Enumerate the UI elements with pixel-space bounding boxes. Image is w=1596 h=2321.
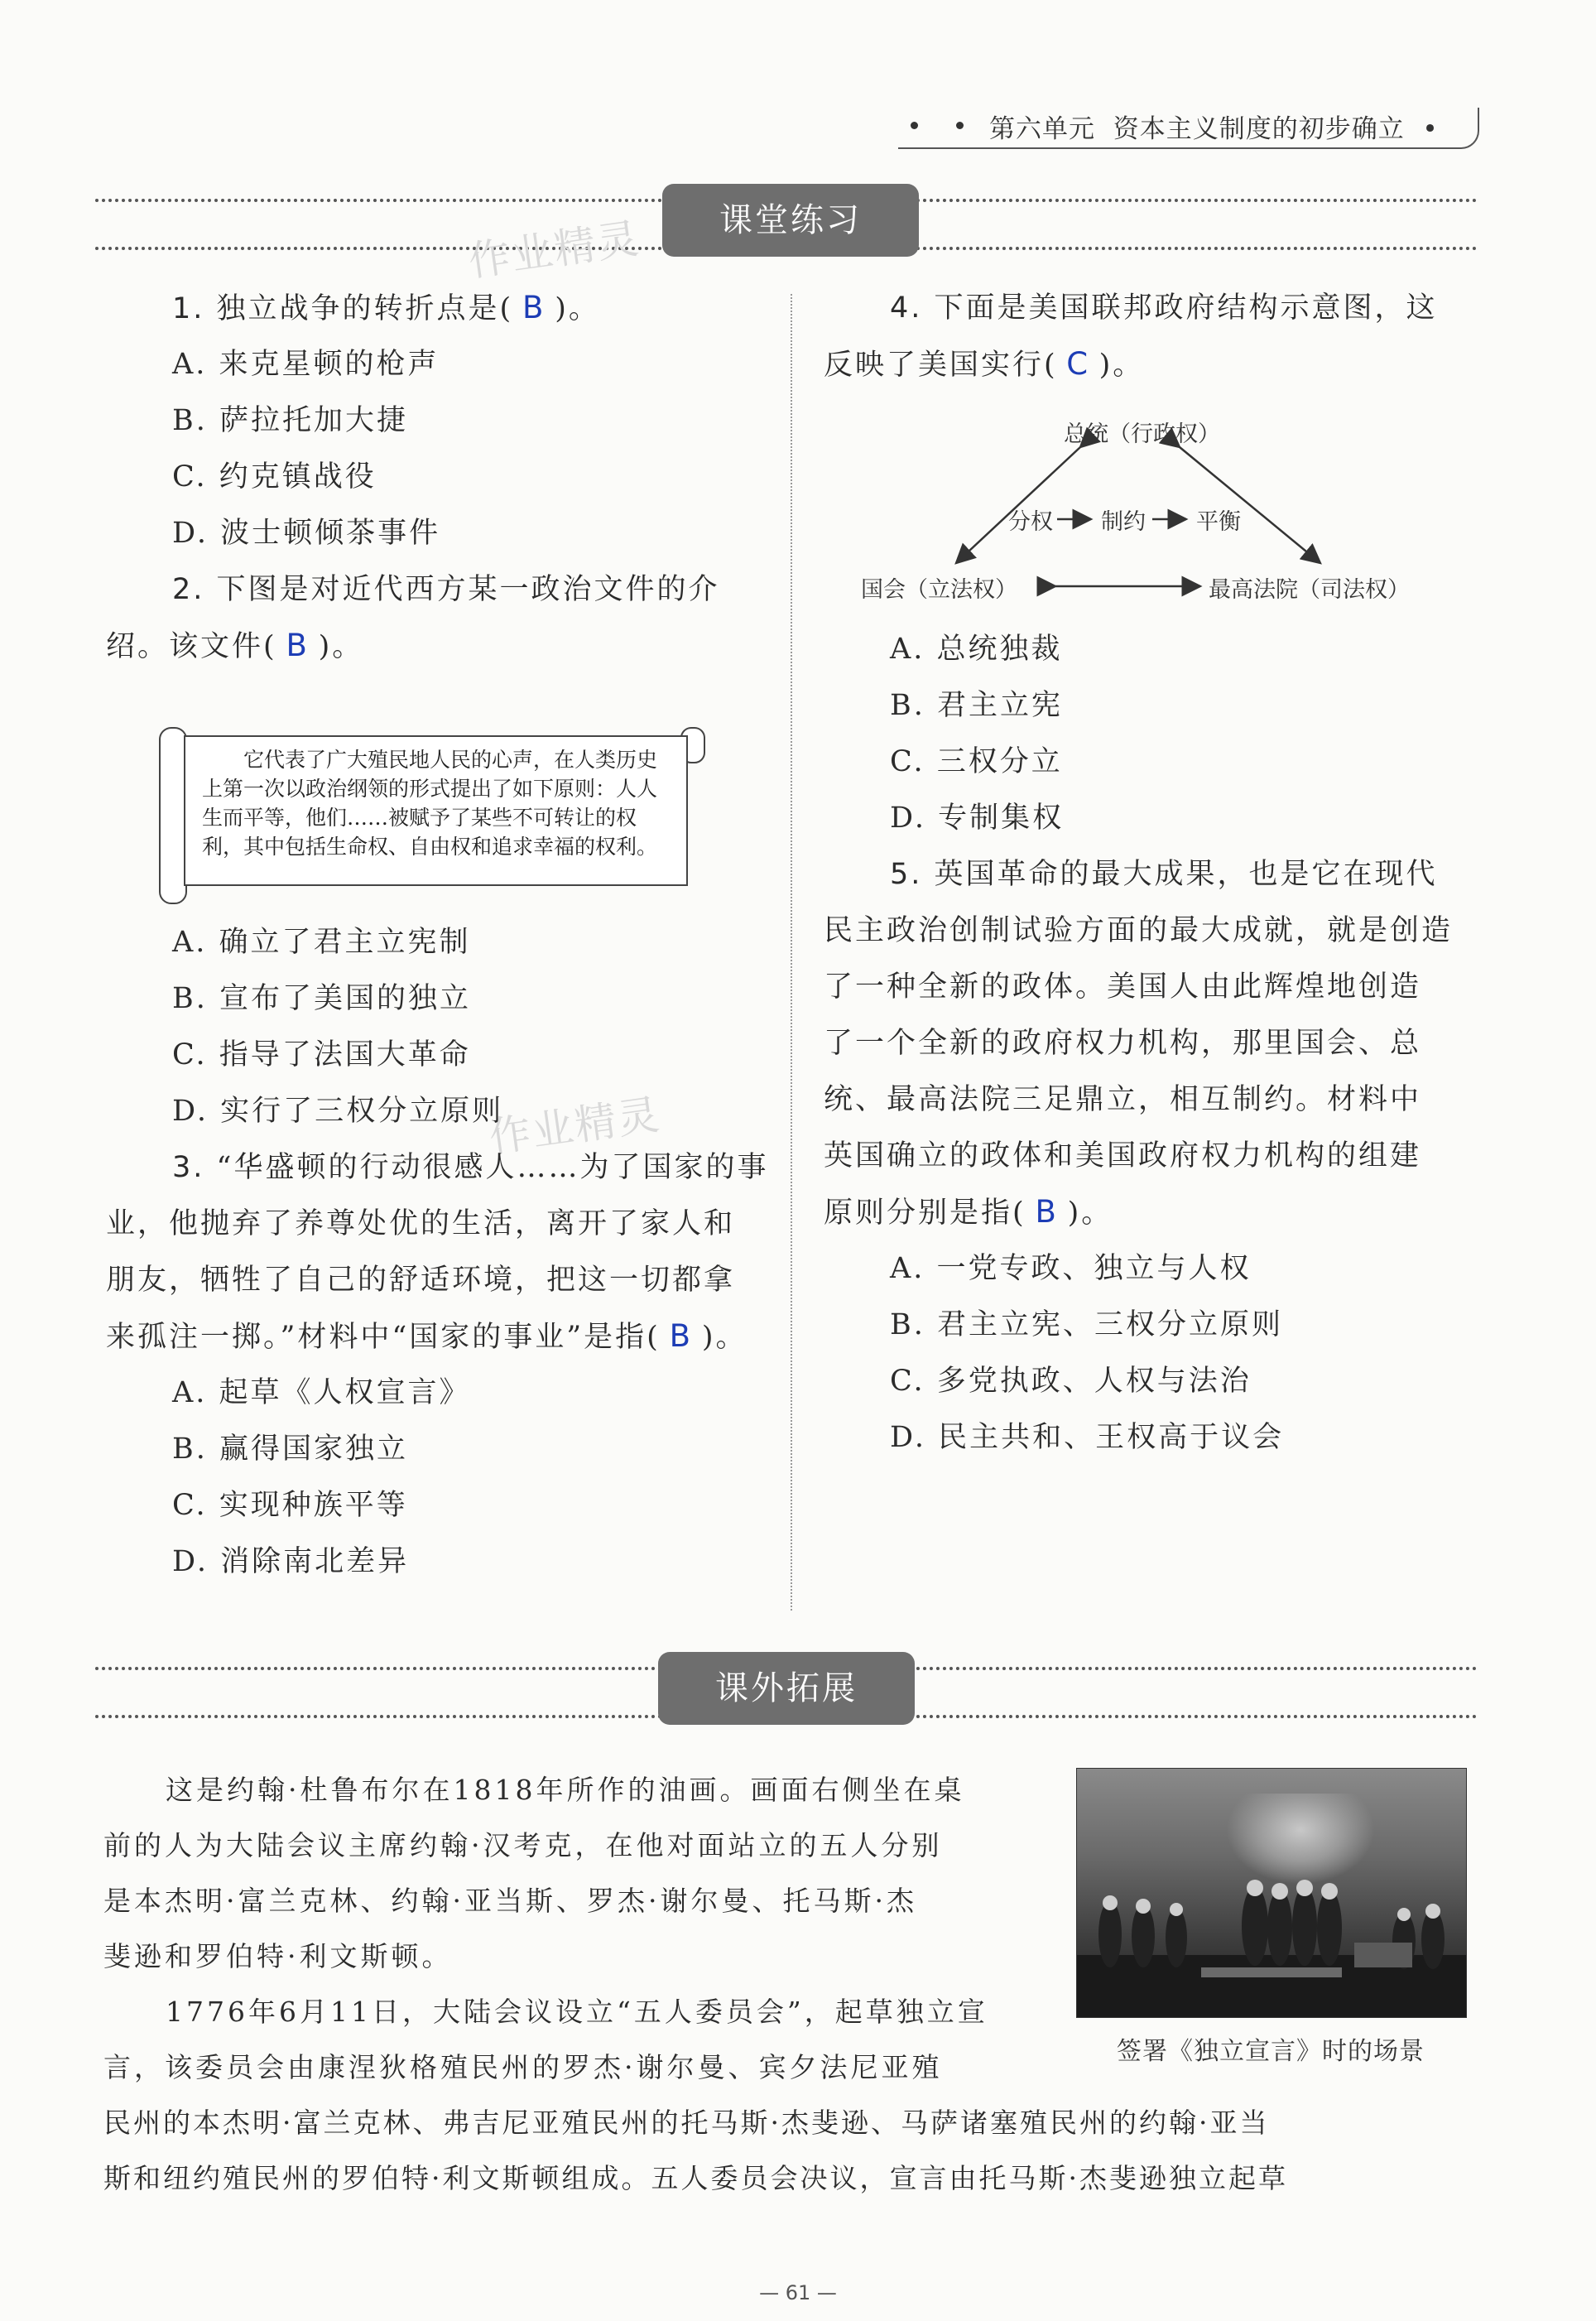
question-number: 1. xyxy=(172,292,205,325)
answer: C xyxy=(1066,346,1091,382)
question-text: 独立战争的转折点是( xyxy=(216,292,514,325)
answer: B xyxy=(1035,1194,1059,1230)
question-text: )。 xyxy=(701,1321,748,1354)
header-text: 第六单元 资本主义制度的初步确立 • xyxy=(989,114,1439,144)
document-scroll xyxy=(159,727,705,905)
declaration-signing-painting xyxy=(1076,1768,1467,2018)
question-text: 了一个全新的政府权力机构，那里国会、总 xyxy=(824,1027,1422,1060)
answer: B xyxy=(286,628,310,663)
question-text: 来孤注一掷。”材料中“国家的事业”是指( xyxy=(106,1321,661,1354)
question-number: 3. xyxy=(172,1151,205,1184)
option: A. 来克星顿的枪声 xyxy=(172,348,440,381)
column-divider xyxy=(791,294,792,1611)
practice-section-banner xyxy=(95,184,1478,267)
question-text: 下图是对近代西方某一政治文件的介 xyxy=(216,573,720,606)
scroll-roll-icon xyxy=(159,727,187,904)
question-number: 4. xyxy=(890,291,923,325)
extension-paragraph-line: 是本杰明·富兰克林、约翰·亚当斯、罗杰·谢尔曼、托马斯·杰 xyxy=(103,1885,917,1917)
question-text: )。 xyxy=(318,630,364,663)
question-3-line4 xyxy=(106,1308,748,1365)
option: D. 波士顿倾茶事件 xyxy=(172,517,441,550)
extension-paragraph-line: 这是约翰·杜鲁布尔在1818年所作的油画。画面右侧坐在桌 xyxy=(166,1774,965,1806)
option: C. 三权分立 xyxy=(890,745,1063,778)
question-text: “华盛顿的行动很感人……为了国家的事 xyxy=(216,1151,769,1184)
question-text: 下面是美国联邦政府结构示意图，这 xyxy=(934,291,1438,325)
option: C. 指导了法国大革命 xyxy=(172,1038,471,1071)
question-text: 绍。该文件( xyxy=(106,630,277,663)
diagram-node-supreme-court: 最高法院（司法权） xyxy=(1209,577,1410,603)
question-text: 民主政治创制试验方面的最大成就，就是创造 xyxy=(824,914,1454,947)
question-4-line2 xyxy=(824,336,1144,393)
question-3 xyxy=(172,1139,768,1196)
question-text: 朋友，牺牲了自己的舒适环境，把这一切都拿 xyxy=(106,1264,736,1297)
question-number: 2. xyxy=(172,573,205,606)
question-2-line2 xyxy=(106,618,363,675)
option: A. 一党专政、独立与人权 xyxy=(890,1252,1252,1285)
painting-caption: 签署《独立宣言》时的场景 xyxy=(1117,2037,1425,2066)
header-dot-icon xyxy=(956,122,964,129)
option: B. 赢得国家独立 xyxy=(172,1433,408,1466)
header-dot-icon xyxy=(911,122,918,129)
header-unit: 第六单元 xyxy=(989,114,1095,144)
question-5-last xyxy=(824,1184,1113,1241)
header-title: 资本主义制度的初步确立 xyxy=(1113,114,1405,144)
watermark: 作业精灵 xyxy=(486,1090,664,1163)
question-number: 5. xyxy=(890,858,923,891)
extension-paragraph-line: 言，该委员会由康涅狄格殖民州的罗杰·谢尔曼、宾夕法尼亚殖 xyxy=(103,2051,943,2083)
running-header xyxy=(898,108,1479,149)
option: C. 约克镇战役 xyxy=(172,460,377,494)
diagram-label: 分权 xyxy=(1008,509,1053,535)
option: D. 实行了三权分立原则 xyxy=(172,1095,504,1128)
question-text: )。 xyxy=(1067,1197,1113,1230)
option: B. 君主立宪 xyxy=(890,689,1063,722)
answer: B xyxy=(522,290,546,325)
page-number: — 61 — xyxy=(759,2281,837,2304)
extension-paragraph-line: 前的人为大陆会议主席约翰·汉考克，在他对面站立的五人分别 xyxy=(103,1829,943,1861)
option: C. 实现种族平等 xyxy=(172,1489,408,1522)
diagram-node-congress: 国会（立法权） xyxy=(861,577,1017,603)
question-1 xyxy=(172,280,600,337)
question-text: )。 xyxy=(1098,349,1145,382)
question-text: 英国革命的最大成果，也是它在现代 xyxy=(934,858,1438,891)
question-text: 英国确立的政体和美国政府权力机构的组建 xyxy=(824,1139,1422,1173)
question-2 xyxy=(172,561,720,618)
extension-section-banner xyxy=(95,1652,1478,1735)
option: A. 起草《人权宣言》 xyxy=(172,1376,471,1409)
question-text: 业，他抛弃了养尊处优的生活，离开了家人和 xyxy=(106,1207,736,1240)
extension-section-title: 课外拓展 xyxy=(658,1652,915,1725)
watermark: 作业精灵 xyxy=(465,214,643,287)
option: A. 确立了君主立宪制 xyxy=(172,926,471,959)
option: A. 总统独裁 xyxy=(890,633,1063,666)
extension-paragraph-line: 民州的本杰明·富兰克林、弗吉尼亚殖民州的托马斯·杰斐逊、马萨诸塞殖民州的约翰·亚当 xyxy=(103,2107,1270,2139)
extension-paragraph-line: 1776年6月11日，大陆会议设立“五人委员会”，起草独立宣 xyxy=(166,1996,988,2028)
question-text: 了一种全新的政体。美国人由此辉煌地创造 xyxy=(824,970,1422,1004)
option: D. 消除南北差异 xyxy=(172,1545,410,1578)
diagram-node-president: 总统（行政权） xyxy=(1064,421,1220,447)
option: B. 萨拉托加大捷 xyxy=(172,404,408,437)
diagram-label: 平衡 xyxy=(1196,509,1241,535)
scroll-text: 它代表了广大殖民地人民的心声，在人类历史上第一次以政治纲领的形式提出了如下原则：人人生而平等，他们……被赋予了某些不可转让的权利，其中包括生命权、自由权和追求幸福的权利。 xyxy=(202,748,658,859)
painting-figures xyxy=(1077,1876,1466,2017)
option: D. 民主共和、王权高于议会 xyxy=(890,1421,1285,1454)
question-5 xyxy=(890,846,1438,903)
painting-flags xyxy=(1226,1794,1375,1885)
diagram-label: 制约 xyxy=(1101,509,1146,535)
question-text: 原则分别是指( xyxy=(824,1197,1026,1230)
question-text: 反映了美国实行( xyxy=(824,349,1058,382)
answer: B xyxy=(669,1318,694,1354)
question-text: )。 xyxy=(555,292,600,325)
question-4 xyxy=(890,280,1438,336)
practice-section-title: 课堂练习 xyxy=(662,184,919,257)
option: B. 宣布了美国的独立 xyxy=(172,982,471,1015)
option: B. 君主立宪、三权分立原则 xyxy=(890,1308,1283,1341)
extension-paragraph-line: 斐逊和罗伯特·利文斯顿。 xyxy=(103,1940,453,1972)
question-text: 统、最高法院三足鼎立，相互制约。材料中 xyxy=(824,1083,1422,1116)
option: D. 专制集权 xyxy=(890,802,1065,835)
government-structure-diagram xyxy=(861,406,1440,621)
extension-paragraph-line: 斯和纽约殖民州的罗伯特·利文斯顿组成。五人委员会决议，宣言由托马斯·杰斐逊独立起草 xyxy=(103,2162,1288,2194)
option: C. 多党执政、人权与法治 xyxy=(890,1365,1252,1398)
